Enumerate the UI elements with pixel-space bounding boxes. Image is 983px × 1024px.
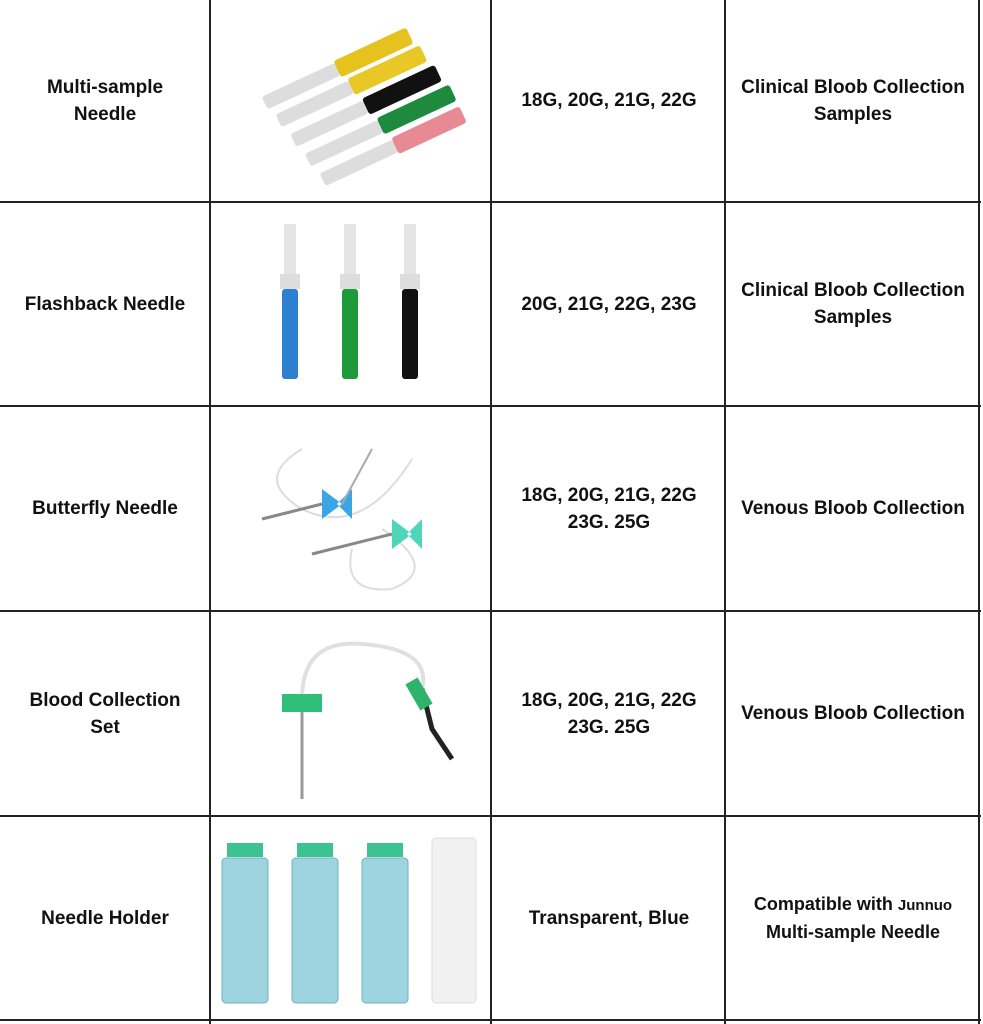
text-line: Venous Bloob Collection xyxy=(741,498,965,519)
text-line: Needle Holder xyxy=(41,907,169,929)
gauge-sizes xyxy=(493,0,725,201)
text-line: 18G, 20G, 21G, 22G xyxy=(521,484,697,506)
product-image-multi-sample-needle xyxy=(212,0,491,201)
product-image-butterfly-needle xyxy=(212,407,491,610)
gauge-sizes xyxy=(493,407,725,610)
text-line xyxy=(754,891,952,919)
application xyxy=(727,612,979,815)
color-options xyxy=(493,817,725,1019)
text-line: 23G. 25G xyxy=(567,716,651,738)
product-name xyxy=(0,817,210,1019)
text-line: Multi-sample xyxy=(46,76,164,98)
text-line: Clinical Bloob Collection xyxy=(741,280,965,301)
text-line: Butterfly Needle xyxy=(32,498,178,519)
text-line: Transparent, Blue xyxy=(528,907,690,929)
text-line: 23G. 25G xyxy=(567,511,651,533)
product-name xyxy=(0,407,210,610)
gauge-sizes xyxy=(493,612,725,815)
text-line: 18G, 20G, 21G, 22G xyxy=(521,689,697,711)
text-span: Compatible with xyxy=(753,893,898,914)
text-line: Set xyxy=(90,716,120,738)
row-divider xyxy=(0,1019,981,1021)
text-line: Venous Bloob Collection xyxy=(741,703,965,724)
text-line: Multi-sample Needle xyxy=(765,921,941,942)
text-line: Flashback Needle xyxy=(24,293,186,315)
text-line: Blood Collection xyxy=(29,689,181,711)
text-line: Samples xyxy=(813,103,893,125)
text-line: Needle xyxy=(73,103,137,125)
text-line: Clinical Bloob Collection xyxy=(741,76,965,98)
text-line: 20G, 21G, 22G, 23G xyxy=(521,293,697,315)
product-name xyxy=(0,612,210,815)
text-line: 18G, 20G, 21G, 22G xyxy=(521,90,697,111)
application xyxy=(727,0,979,201)
application xyxy=(727,817,979,1019)
product-image-flashback-needle xyxy=(212,203,491,405)
gauge-sizes xyxy=(493,203,725,405)
product-image-needle-holder xyxy=(212,817,491,1019)
text-line: Samples xyxy=(813,307,893,328)
brand-name: Junnuo xyxy=(897,896,953,914)
application xyxy=(727,203,979,405)
product-name xyxy=(0,0,210,201)
product-image-blood-collection-set xyxy=(212,612,491,815)
application xyxy=(727,407,979,610)
product-name xyxy=(0,203,210,405)
